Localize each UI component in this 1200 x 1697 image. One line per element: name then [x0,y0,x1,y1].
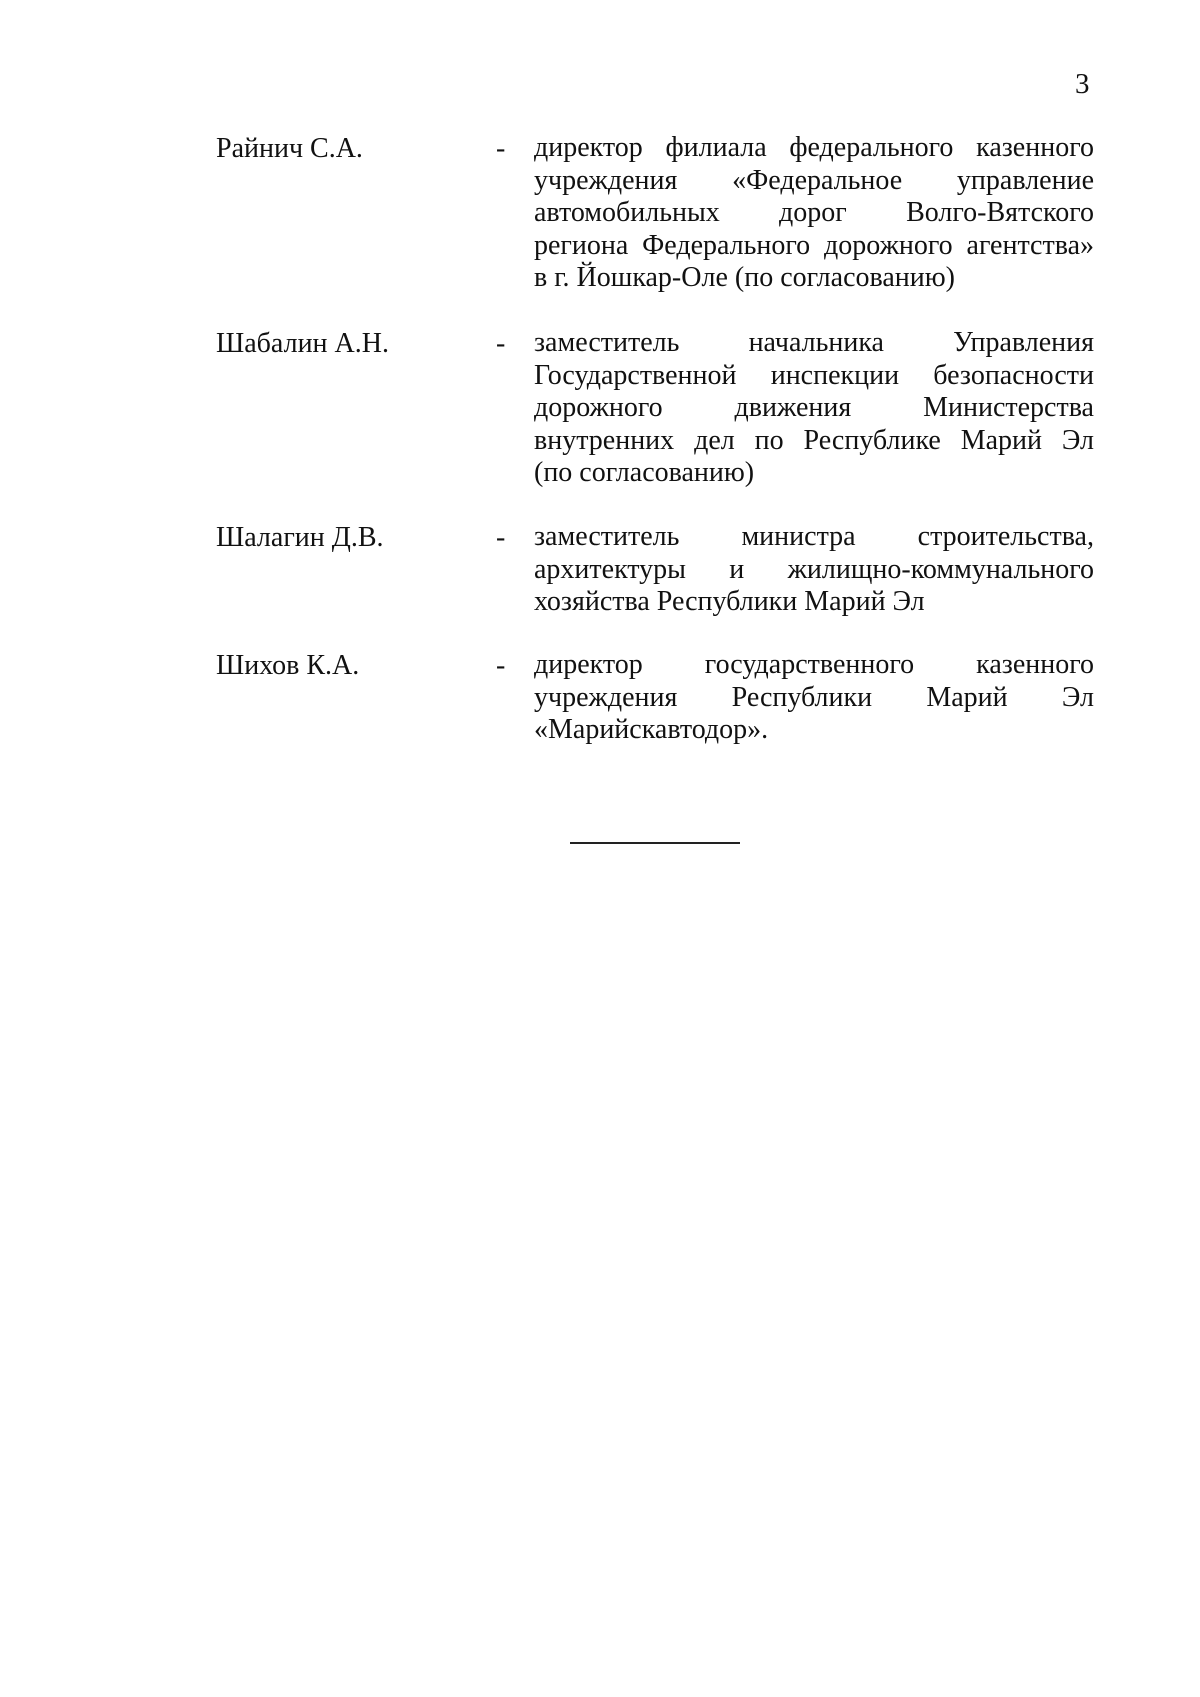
position-line: автомобильных дорог Волго-Вятского [534,197,1094,228]
position-line: внутренних дел по Республике Марий Эл [534,424,1094,456]
position-line: дорожного движения Министерства [534,392,1094,423]
position-line: директор филиала федерального казенного [534,132,1094,163]
position-line: (по согласованию) [534,457,755,488]
position-line: региона Федерального дорожного агентства» [534,229,1094,261]
position-line: учреждения «Федеральное управление [534,164,1094,196]
position-line: хозяйства Республики Марий Эл [534,586,925,617]
position-line: учреждения Республики Марий Эл [534,681,1094,713]
member-name: Шихов К.А. [216,650,360,681]
member-position [534,132,1094,295]
member-name: Райнич С.А. [216,133,363,164]
member-position [534,521,1094,619]
position-line: архитектуры и жилищно-коммунального [534,553,1094,585]
dash-separator: - [496,522,506,553]
position-line: заместитель министра строительства, [534,521,1094,552]
position-line: в г. Йошкар-Оле (по согласованию) [534,262,955,293]
closing-rule [570,842,740,844]
position-line: директор государственного казенного [534,649,1094,680]
position-line: Государственной инспекции безопасности [534,359,1094,391]
member-name: Шабалин А.Н. [216,328,389,359]
dash-separator: - [496,650,506,681]
dash-separator: - [496,133,506,164]
member-position [534,649,1094,747]
position-line: заместитель начальника Управления [534,327,1094,358]
page-number: 3 [1075,68,1090,100]
member-name: Шалагин Д.В. [216,522,384,553]
dash-separator: - [496,328,506,359]
position-line: «Марийскавтодор». [534,714,769,745]
member-position [534,327,1094,490]
